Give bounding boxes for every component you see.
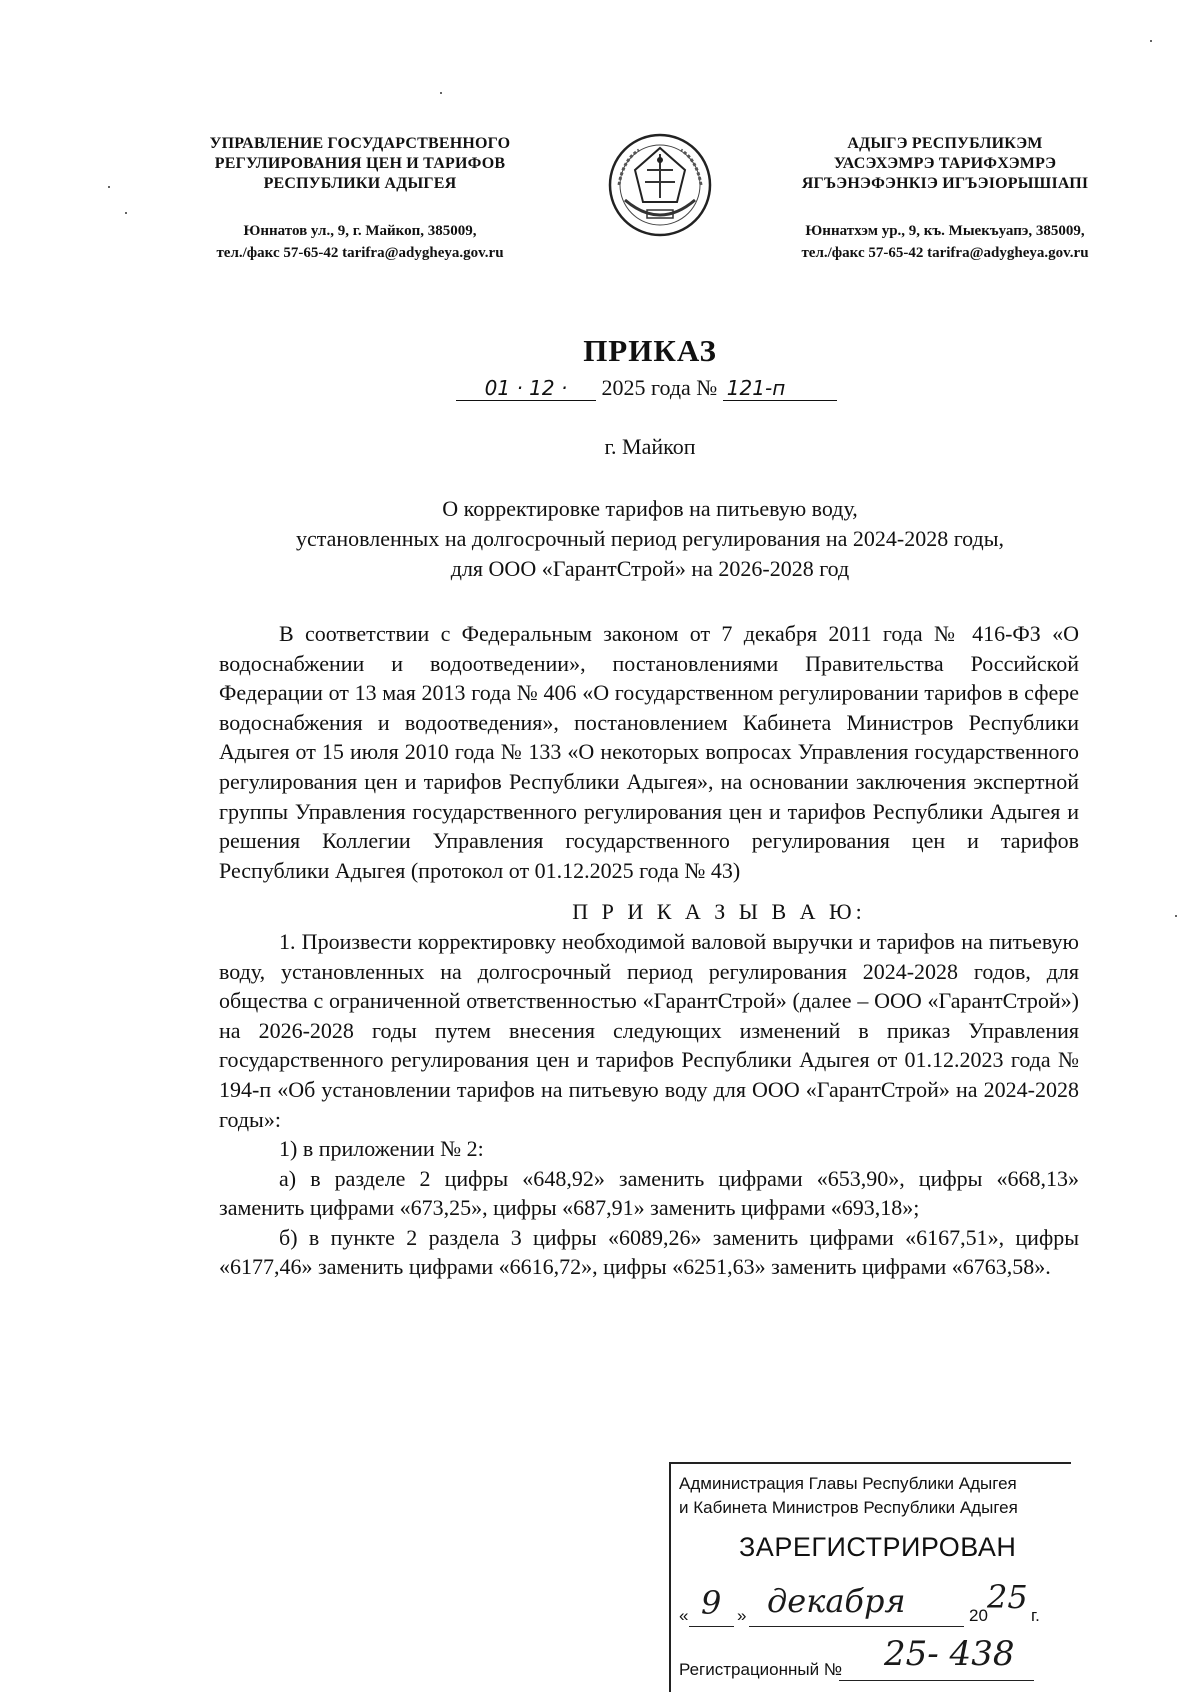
issuer-line: РЕГУЛИРОВАНИЯ ЦЕН И ТАРИФОВ [214,155,506,172]
address-line: тел./факс 57-65-42 tarifra@adygheya.gov.ru [216,245,504,261]
stamp-close-quote: » [737,1606,747,1625]
stamp-registration-number-line [679,1634,1069,1688]
document-title: ПРИКАЗ [583,333,717,368]
stamp-reg-number-handwritten: 25- 438 [884,1634,1015,1674]
subject-line: для ООО «ГарантСтрой» на 2026-2028 год [450,556,850,581]
order-date-line [456,375,837,405]
address-line: тел./факс 57-65-42 tarifra@adygheya.gov.ru [801,245,1089,261]
address-line: Юннатхэм ур., 9, къ. Мыекъуапэ, 385009, [805,223,1085,239]
stamp-year-prefix: 20 [969,1606,988,1625]
order-heading: П Р И К А З Ы В А Ю: [572,899,866,925]
order-item-paragraph: б) в пункте 2 раздела 3 цифры «6089,26» заменить цифрами «6167,51», цифры «6177,46» заменить цифрами «6616,72», цифры «6251,63» заменить цифрами «6763,58». [219,1224,1079,1280]
issuer-name-russian [160,134,560,194]
stamp-org-line: и Кабинета Министров Республики Адыгея [679,1498,1018,1517]
issuer-address-adyghe [745,220,1145,264]
order-item-paragraph: 1. Произвести корректировку необходимой валовой выручки и тарифов на питьевую воду, установленных на долгосрочный период регулирования 2024-2028 годов, для общества с ограниченной ответственностью «ГарантСтрой» (далее – ООО «ГарантСтрой») на 2026-2028 годы путем внесения следующих изменений в приказ Управления государственного регулирования цен и тарифов Республики Адыгея от 01.12.2023 года № 194-п «Об установлении тарифов на питьевую воду для ООО «ГарантСтрой» на 2024-2028 годы»: [219,928,1079,1132]
order-item-paragraph: а) в разделе 2 цифры «648,92» заменить цифрами «653,90», цифры «668,13» заменить цифрами «673,25», цифры «687,91» заменить цифрами «693,18»; [219,1165,1079,1221]
order-subject [150,494,1150,584]
issuer-name-adyghe [745,134,1145,194]
stamp-month-handwritten: декабря [767,1582,906,1620]
issuer-line: АДЫГЭ РЕСПУБЛИКЭМ [847,135,1043,152]
order-body [219,619,1079,1282]
handwritten-date: 01 · 12 · [456,376,596,401]
address-line: Юннатов ул., 9, г. Майкоп, 385009, [243,223,477,239]
issuer-line: ЯГЪЭНЭФЭНКIЭ ИГЪЭIОРЫШIАПI [801,175,1089,192]
stamp-registered-label: ЗАРЕГИСТРИРОВАН [739,1532,1017,1562]
subject-line: установленных на долгосрочный период регулирования на 2024-2028 годы, [295,526,1005,551]
handwritten-order-number: 121-п [723,376,837,401]
issuer-line: УПРАВЛЕНИЕ ГОСУДАРСТВЕННОГО [209,135,511,152]
stamp-year-handwritten: 25 [987,1578,1028,1616]
stamp-year-suffix: г. [1031,1606,1040,1625]
stamp-open-quote: « [679,1606,689,1625]
order-item-paragraph: 1) в приложении № 2: [279,1136,484,1162]
coat-of-arms-emblem-icon [605,130,715,240]
year-label: 2025 года № [601,375,718,400]
stamp-day-handwritten: 9 [701,1584,722,1622]
stamp-organization [679,1472,1069,1520]
issuer-line: УАСЭХЭМРЭ ТАРИФХЭМРЭ [833,155,1057,172]
stamp-reg-label: Регистрационный № [679,1660,843,1679]
registration-stamp [669,1462,1071,1692]
issuer-address-russian [160,220,560,264]
stamp-org-line: Администрация Главы Республики Адыгея [679,1474,1017,1493]
subject-line: О корректировке тарифов на питьевую воду, [442,496,858,521]
preamble-paragraph: В соответствии с Федеральным законом от 7 декабря 2011 года № 416-ФЗ «О водоснабжении и водоотведении», постановлениями Правительства Российской Федерации от 13 мая 2013 года № 406 «О государственном регулировании тарифов в сфере водоснабжения и водоотведения», постановлением Кабинета Министров Республики Адыгея от 15 июля 2010 года № 133 «О некоторых вопросах Управления государственного регулирования цен и тарифов Республики Адыгея», на основании заключения экспертной группы Управления государственного регулирования цен и тарифов Республики Адыгея и решения Коллегии Управления государственного регулирования цен и тарифов Республики Адыгея (протокол от 01.12.2025 года № 43) [219,621,1079,883]
city-name: г. Майкоп [604,434,696,459]
stamp-date-line [679,1578,1069,1632]
issuer-line: РЕСПУБЛИКИ АДЫГЕЯ [263,175,457,192]
